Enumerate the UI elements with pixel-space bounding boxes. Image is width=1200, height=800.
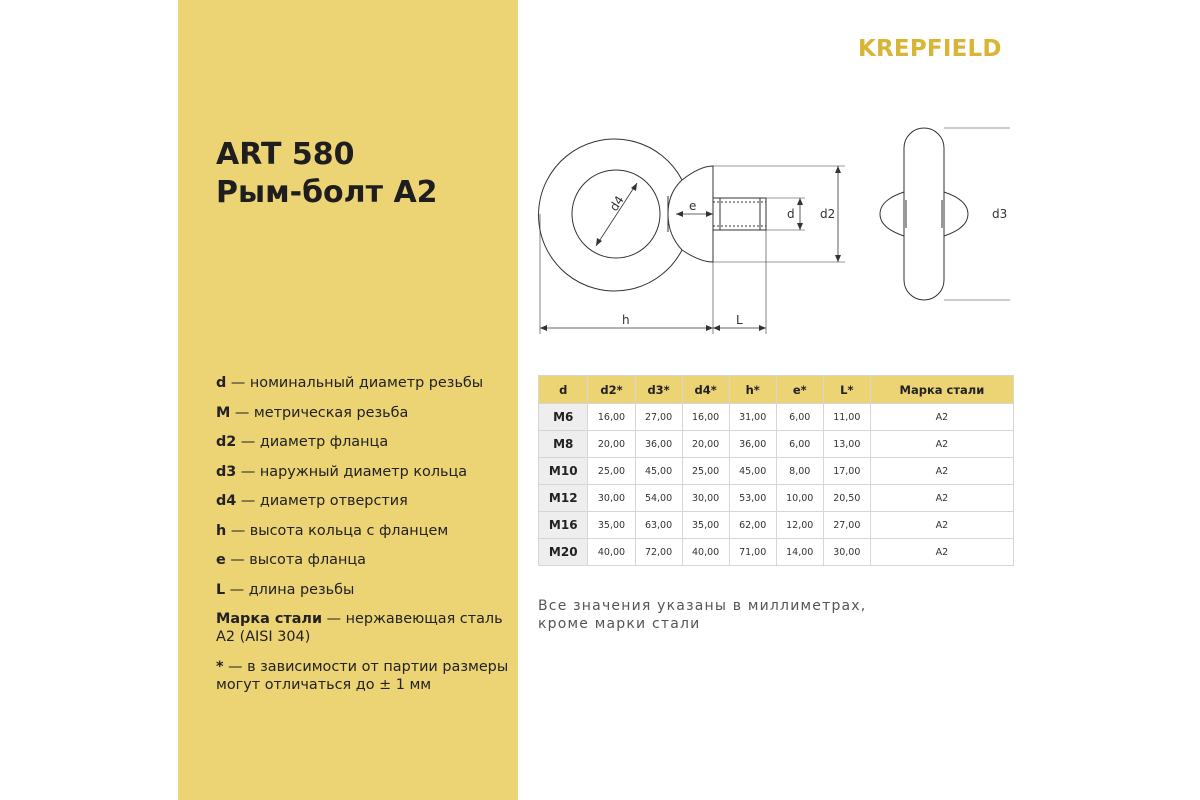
table-cell: 31,00 <box>729 404 776 431</box>
table-cell: A2 <box>870 404 1013 431</box>
legend-item <box>216 374 516 392</box>
column-header: d3* <box>635 376 682 404</box>
table-cell: 72,00 <box>635 539 682 566</box>
table-cell: 13,00 <box>823 431 870 458</box>
table-header-row <box>539 376 1014 404</box>
brand-logo: KREPFIELD <box>858 36 1002 62</box>
label-d3: d3 <box>992 207 1008 221</box>
legend-key: d2 <box>216 434 237 450</box>
legend-key: L <box>216 581 226 598</box>
row-size-label: M6 <box>539 404 588 431</box>
table-cell: 35,00 <box>588 512 635 539</box>
column-header: d <box>539 376 588 404</box>
table-cell: A2 <box>870 485 1013 512</box>
table-cell: A2 <box>870 431 1013 458</box>
table-row <box>539 404 1014 431</box>
table-row <box>539 431 1014 458</box>
table-cell: A2 <box>870 458 1013 485</box>
column-header: d2* <box>588 376 635 404</box>
legend-item <box>216 610 516 646</box>
table-cell: 40,00 <box>682 539 729 566</box>
legend-text: — диаметр отверстия <box>236 493 408 509</box>
side-flange-left <box>880 192 904 236</box>
label-L: L <box>736 313 743 327</box>
table-cell: 8,00 <box>776 458 823 485</box>
table-cell: 20,50 <box>823 485 870 512</box>
table-cell: 17,00 <box>823 458 870 485</box>
ring-hole <box>572 170 660 258</box>
legend-text: — в зависимости от партии размеры могут отличаться до ± 1 мм <box>216 658 509 693</box>
table-row <box>539 539 1014 566</box>
legend-key: * <box>216 658 224 675</box>
table-cell: 10,00 <box>776 485 823 512</box>
table-cell: 71,00 <box>729 539 776 566</box>
legend-key: d4 <box>216 493 237 509</box>
table-cell: 36,00 <box>635 431 682 458</box>
legend-text: — длина резьбы <box>225 581 355 598</box>
legend-item <box>216 492 516 510</box>
legend-text: — метрическая резьба <box>230 404 409 421</box>
row-size-label: M20 <box>539 539 588 566</box>
label-h: h <box>622 313 630 327</box>
table-cell: 27,00 <box>635 404 682 431</box>
table-cell: 40,00 <box>588 539 635 566</box>
row-size-label: M10 <box>539 458 588 485</box>
legend-item <box>216 433 516 451</box>
table-cell: 25,00 <box>588 458 635 485</box>
column-header: Марка стали <box>870 376 1013 404</box>
legend-text: — наружный диаметр кольца <box>236 463 468 480</box>
legend-text: — высота кольца с фланцем <box>226 522 449 539</box>
table-cell: 16,00 <box>682 404 729 431</box>
units-note-line2: кроме марки стали <box>538 616 701 632</box>
table-cell: 27,00 <box>823 512 870 539</box>
table-cell: 11,00 <box>823 404 870 431</box>
row-size-label: M8 <box>539 431 588 458</box>
legend-key: Марка стали <box>216 611 323 627</box>
units-note-line1: Все значения указаны в миллиметрах, <box>538 598 867 614</box>
legend-text: — номинальный диаметр резьбы <box>226 375 484 391</box>
side-ring <box>904 128 944 300</box>
product-title <box>216 136 438 212</box>
table-cell: 45,00 <box>635 458 682 485</box>
legend-item <box>216 581 516 599</box>
article-number: ART 580 <box>216 137 355 172</box>
row-size-label: M16 <box>539 512 588 539</box>
legend-key: h <box>216 522 227 539</box>
column-header: e* <box>776 376 823 404</box>
legend-item <box>216 658 516 694</box>
legend-text: — высота фланца <box>225 552 366 568</box>
column-header: h* <box>729 376 776 404</box>
legend-text: — диаметр фланца <box>236 434 389 450</box>
table-cell: 54,00 <box>635 485 682 512</box>
row-size-label: M12 <box>539 485 588 512</box>
product-name: Рым-болт А2 <box>216 175 438 210</box>
label-e: e <box>689 199 697 213</box>
side-flange-right <box>944 192 968 236</box>
legend-key: M <box>216 404 231 421</box>
table-cell: 20,00 <box>588 431 635 458</box>
table-cell: A2 <box>870 512 1013 539</box>
table-cell: 25,00 <box>682 458 729 485</box>
legend-item <box>216 522 516 540</box>
legend-key: e <box>216 552 226 568</box>
legend-item <box>216 404 516 422</box>
legend-key: d <box>216 375 227 391</box>
table-cell: 12,00 <box>776 512 823 539</box>
table-cell: A2 <box>870 539 1013 566</box>
legend-item <box>216 551 516 569</box>
table-cell: 30,00 <box>588 485 635 512</box>
table-cell: 62,00 <box>729 512 776 539</box>
table-row <box>539 485 1014 512</box>
table-cell: 35,00 <box>682 512 729 539</box>
table-cell: 45,00 <box>729 458 776 485</box>
table-cell: 36,00 <box>729 431 776 458</box>
specification-table <box>538 375 1014 566</box>
table-cell: 14,00 <box>776 539 823 566</box>
label-d2: d2 <box>820 207 836 221</box>
legend-key: d3 <box>216 463 237 480</box>
table-cell: 30,00 <box>823 539 870 566</box>
label-d: d <box>787 207 795 221</box>
table-cell: 6,00 <box>776 431 823 458</box>
table-cell: 30,00 <box>682 485 729 512</box>
table-row <box>539 458 1014 485</box>
units-note <box>538 597 866 633</box>
legend-text: — нержавеющая сталь А2 (AISI 304) <box>216 611 503 645</box>
label-d4: d4 <box>606 193 627 214</box>
column-header: L* <box>823 376 870 404</box>
table-row <box>539 512 1014 539</box>
eye-bolt-drawing <box>530 120 1010 350</box>
table-cell: 53,00 <box>729 485 776 512</box>
thread-stud <box>713 198 766 230</box>
table-cell: 16,00 <box>588 404 635 431</box>
legend-item <box>216 463 516 481</box>
table-cell: 20,00 <box>682 431 729 458</box>
table-cell: 6,00 <box>776 404 823 431</box>
table-cell: 63,00 <box>635 512 682 539</box>
column-header: d4* <box>682 376 729 404</box>
parameter-legend <box>216 374 516 705</box>
